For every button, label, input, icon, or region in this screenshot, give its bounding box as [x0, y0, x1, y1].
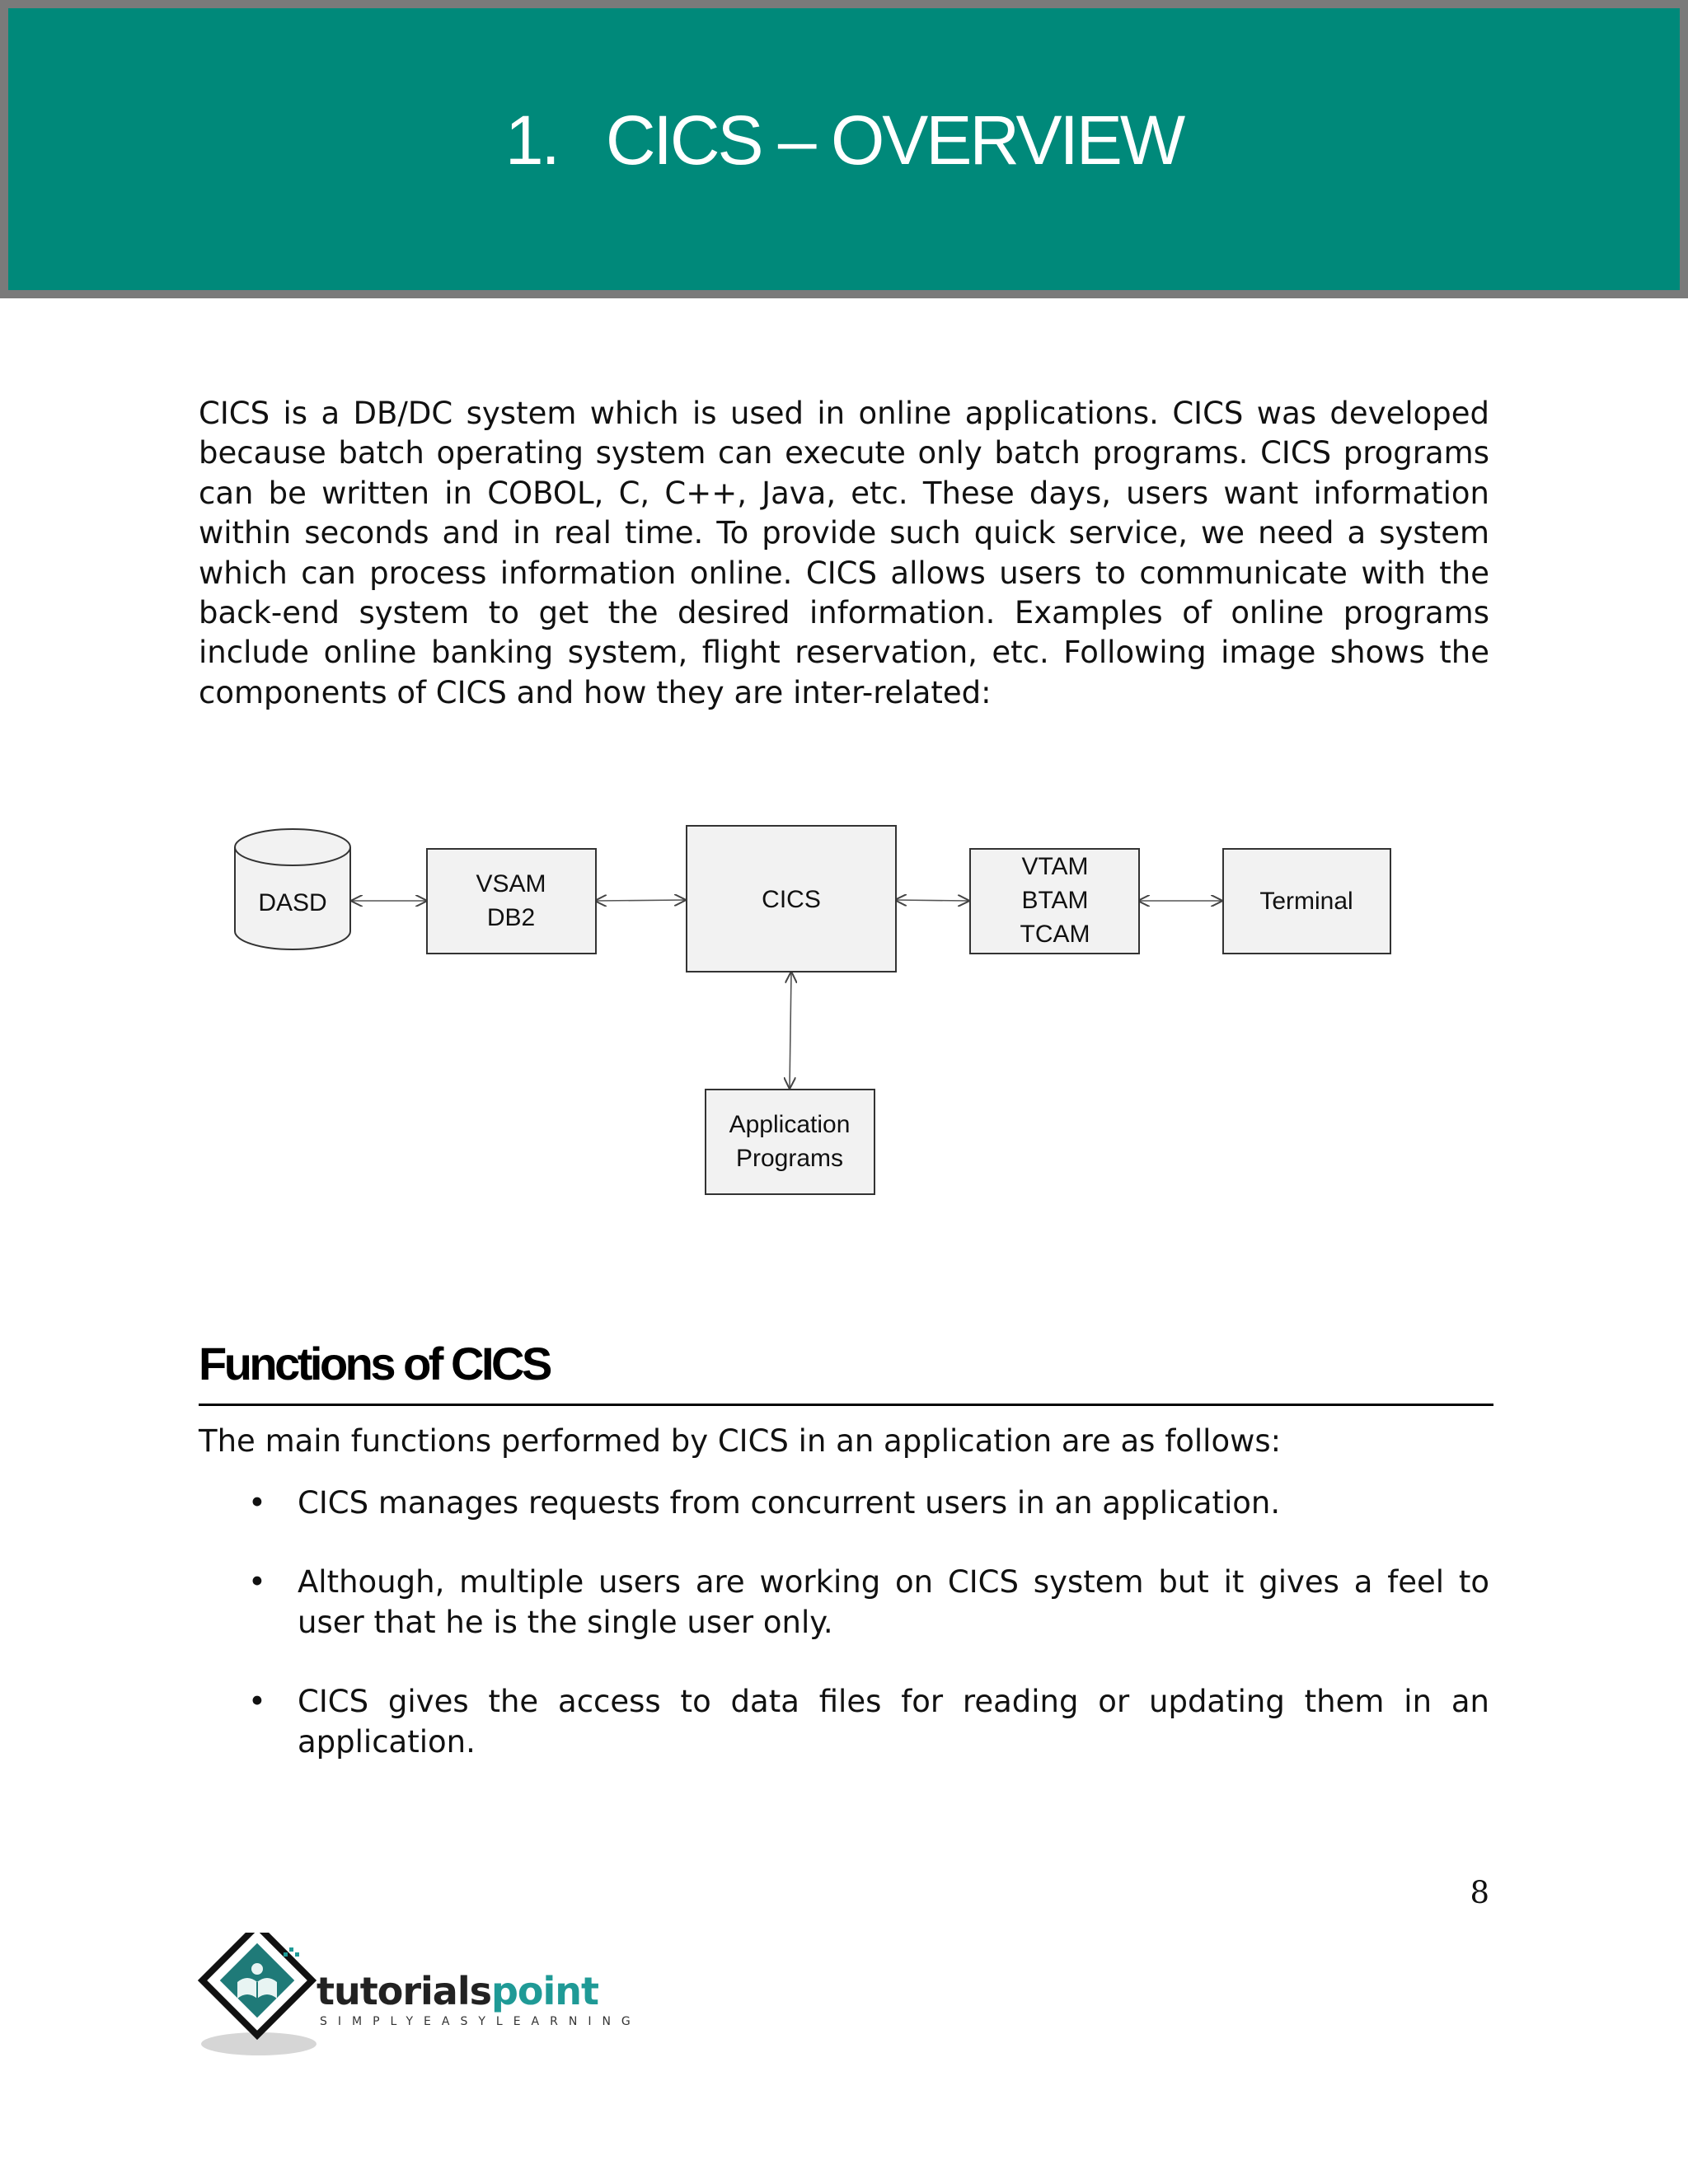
- section-rule: [199, 1404, 1493, 1406]
- tutorialspoint-logo: [195, 1933, 641, 2061]
- vsam-db2-box: [427, 849, 596, 954]
- terminal-label: Terminal: [1259, 888, 1353, 915]
- list-item-text: Although, multiple users are working on CICS system but it gives a feel to user that he is the single user only.: [298, 1564, 1489, 1640]
- btam-label: BTAM: [1021, 887, 1089, 914]
- section-heading-functions: Functions of CICS: [199, 1338, 550, 1390]
- vtam-btam-tcam-box: [970, 849, 1139, 954]
- list-item-text: CICS manages requests from concurrent users in an application.: [298, 1485, 1281, 1521]
- terminal-box: [1223, 849, 1390, 954]
- vtam-label: VTAM: [1021, 853, 1089, 880]
- logo-emblem-icon: [195, 1933, 318, 2061]
- chapter-number: 1.: [504, 101, 558, 179]
- bullet-dot-icon: •: [248, 1564, 266, 1601]
- cics-components-diagram: [223, 816, 1418, 1203]
- chapter-header-banner: [0, 0, 1688, 298]
- connector-vsam-cics: [596, 900, 685, 901]
- connector-cics-vtam: [896, 900, 968, 901]
- application-programs-box: [706, 1090, 874, 1194]
- dasd-cylinder: [235, 829, 350, 949]
- intro-paragraph: CICS is a DB/DC system which is used in online applications. CICS was developed because batch operating system can execute only batch programs. CICS programs can be written in COBOL, C, C++, Java, etc. These days, users want information within seconds and in real time. To provide such quick service, we need a system which can process information online. CICS allows users to communicate with the back-end system to get the desired information. Examples of online programs include online banking system, flight reservation, etc. Following image shows the components of CICS and how they are inter-related:: [199, 396, 1489, 710]
- page-number: 8: [1470, 1875, 1489, 1910]
- bullet-dot-icon: •: [248, 1485, 266, 1521]
- list-item: [199, 1682, 1489, 1762]
- logo-wordmark: tutorialspoint: [316, 1969, 599, 2013]
- tcam-label: TCAM: [1020, 921, 1090, 948]
- functions-list: [199, 1483, 1489, 1802]
- application-label: Application: [729, 1111, 851, 1138]
- cics-box: [687, 826, 896, 972]
- functions-lead: The main functions performed by CICS in an application are as follows:: [199, 1423, 1282, 1459]
- cics-label: CICS: [762, 886, 821, 913]
- list-item: [199, 1563, 1489, 1643]
- list-item-text: CICS gives the access to data files for reading or updating them in an application.: [298, 1684, 1489, 1760]
- list-item: [199, 1483, 1489, 1523]
- chapter-title: [8, 101, 1680, 179]
- bullet-dot-icon: •: [248, 1684, 266, 1720]
- db2-label: DB2: [486, 904, 536, 931]
- logo-tagline: SIMPLYEASYLEARNING: [320, 2015, 641, 2028]
- dasd-label: DASD: [258, 889, 327, 916]
- programs-label: Programs: [735, 1145, 844, 1172]
- vsam-label: VSAM: [476, 870, 546, 898]
- chapter-title-text: CICS – OVERVIEW: [605, 101, 1184, 179]
- connector-cics-application: [790, 972, 791, 1088]
- diagram-svg: [223, 816, 1418, 1203]
